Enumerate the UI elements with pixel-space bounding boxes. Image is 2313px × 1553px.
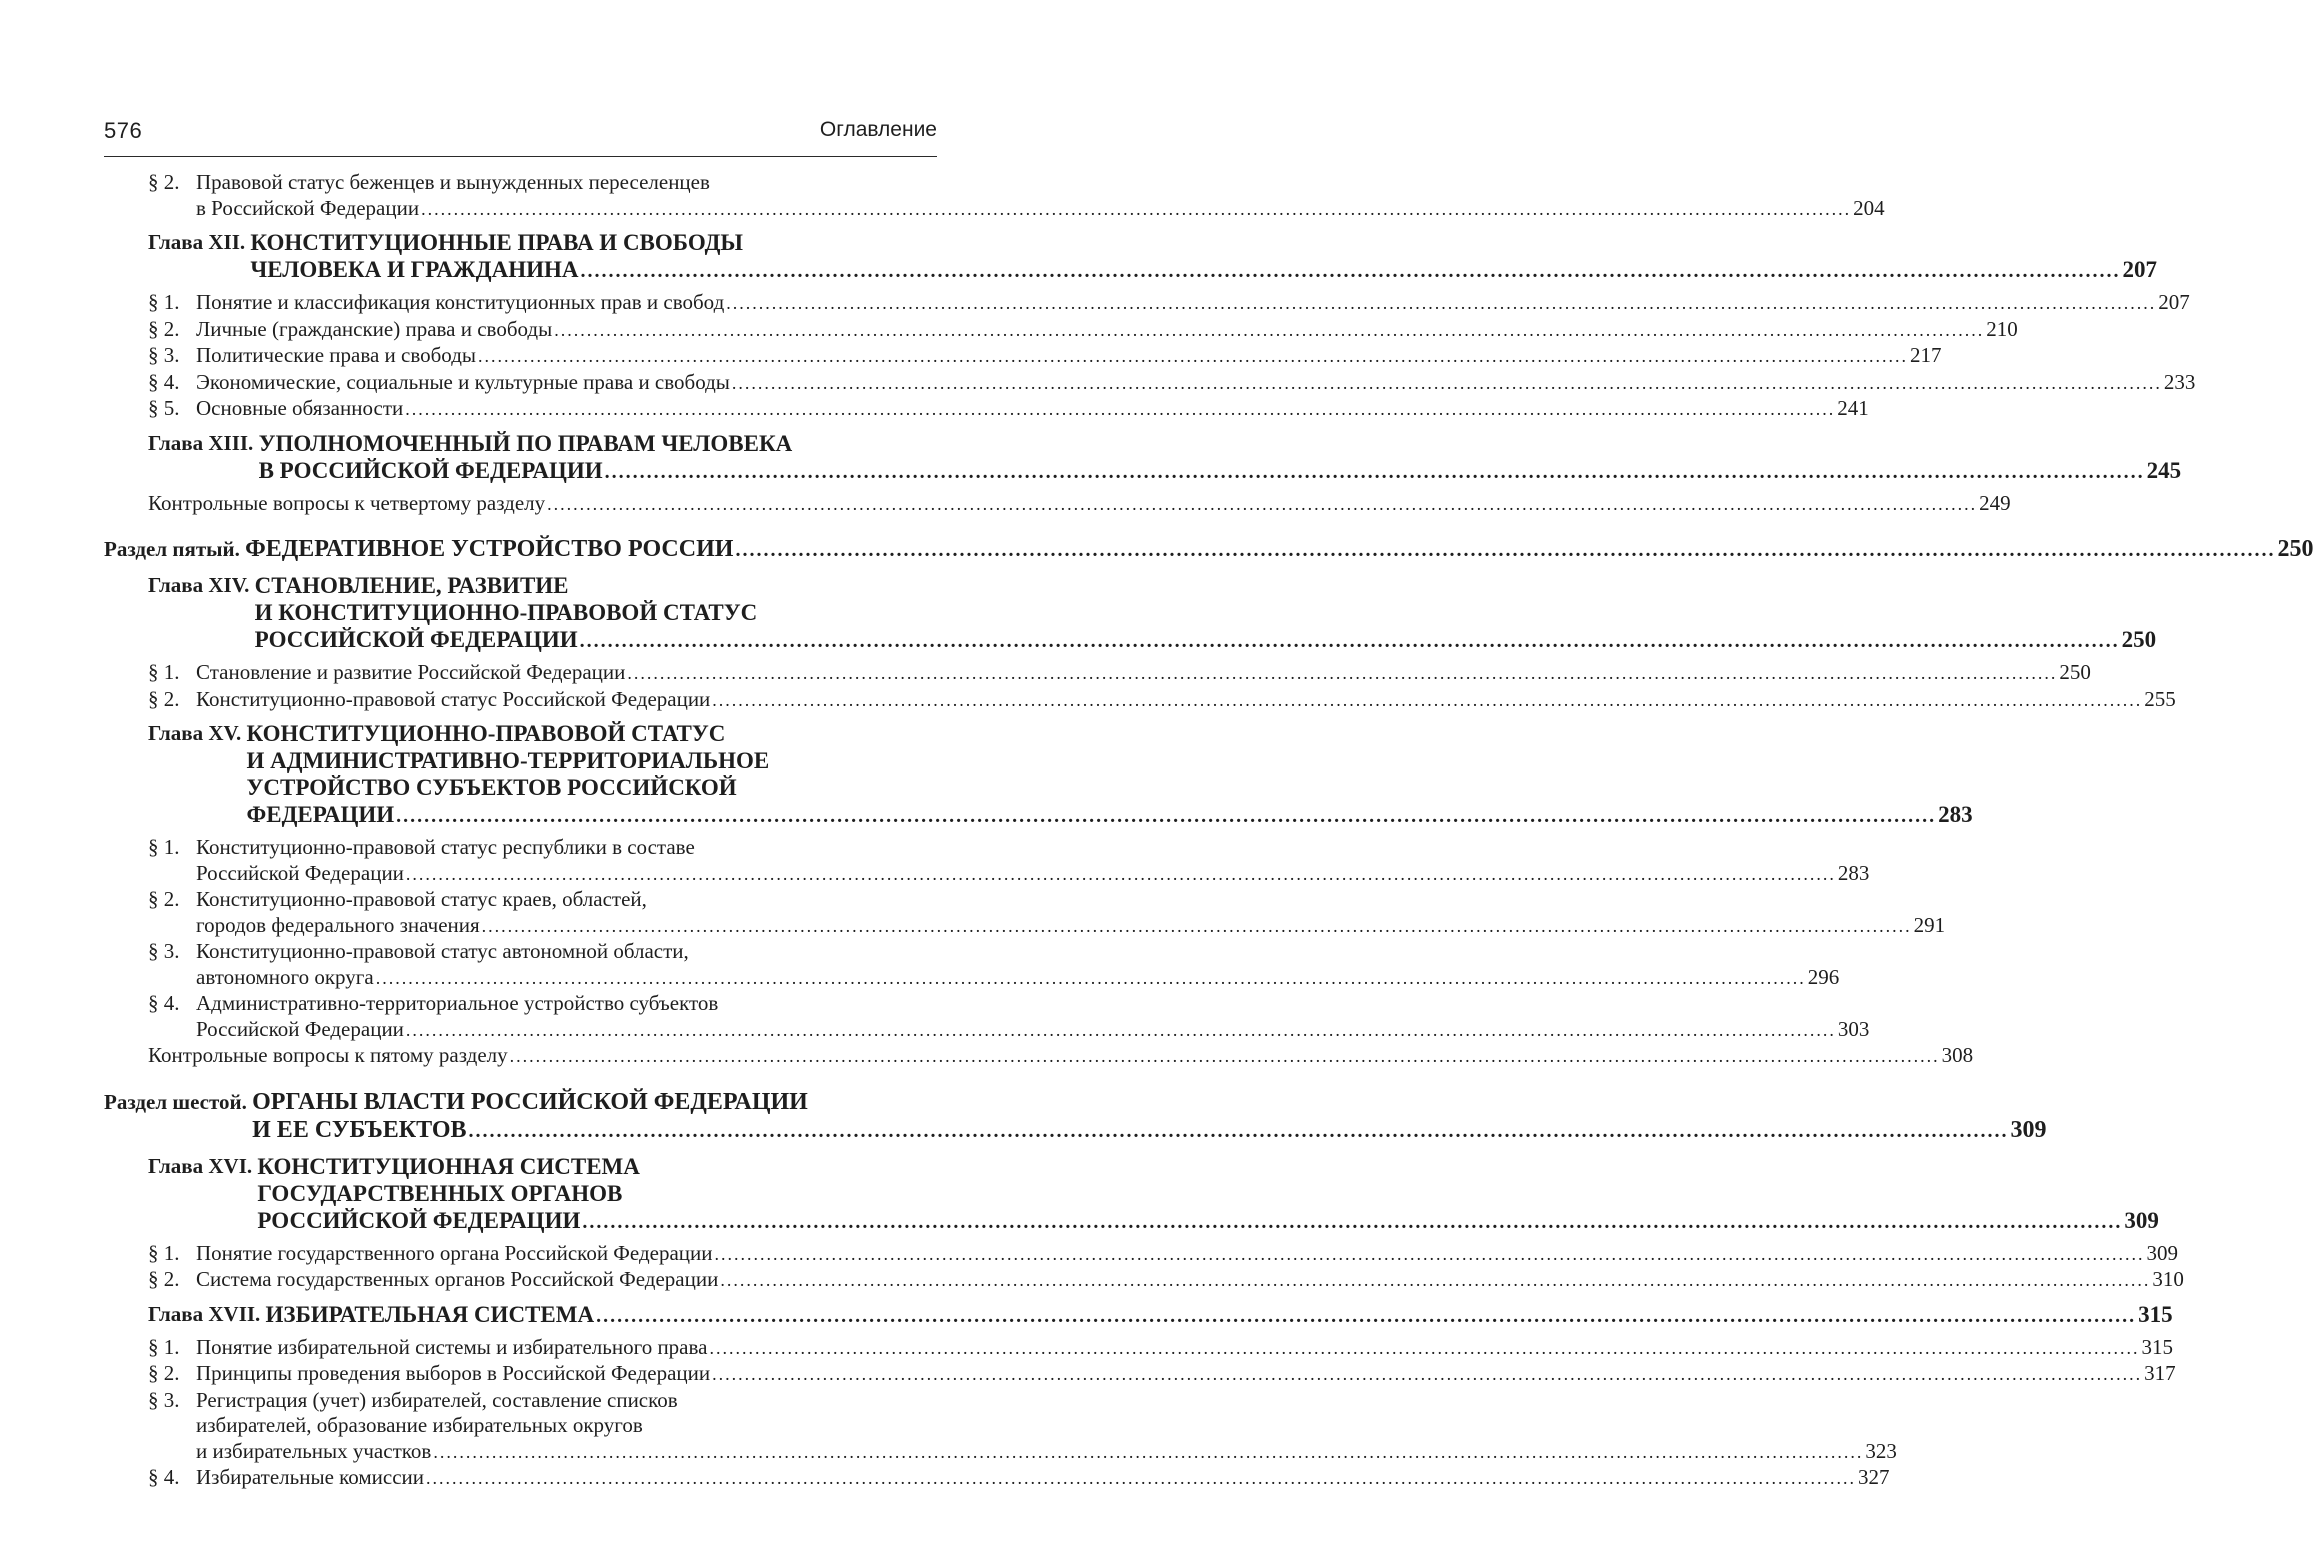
toc-page-number: 309 [2124,1207,2159,1233]
toc-entry-label: § 1. [148,835,180,859]
toc-entry-label: Глава XII. [148,230,251,254]
toc-page-number: 283 [1837,860,1870,885]
toc-chapter-entry [104,1153,2159,1236]
page-header [104,118,937,157]
toc-entry-label: § 3. [148,343,180,367]
toc-entry-label: § 2. [148,1267,180,1291]
toc-entry-title: Российской Федерации [196,860,404,885]
toc-entry-label: Глава XVI. [148,1153,258,1178]
dot-leader: ............................................................................................................................................................................................................................ [477,346,1908,366]
toc-entry-title: Политические права и свободы [196,343,476,367]
table-of-contents [104,170,2313,1492]
toc-page-number: 303 [1837,1016,1870,1041]
toc-page-number: 291 [1913,912,1946,937]
toc-page-number: 207 [2122,257,2157,282]
toc-entry-title: РОССИЙСКОЙ ФЕДЕРАЦИИ [257,1207,581,1233]
toc-entry-title: И ЕЕ СУБЪЕКТОВ [252,1116,467,1143]
toc-review-entry [104,490,2011,518]
toc-page-number: 255 [2144,686,2176,711]
toc-entry-title: Контрольные вопросы к пятому разделу [148,1043,508,1067]
toc-entry-title: Понятие государственного органа Российской Федерации [196,1240,713,1265]
toc-entry-label: § 2. [148,170,180,194]
toc-chapter-entry [104,572,2157,655]
toc-section-entry [104,686,2176,714]
toc-section-entry [104,343,1942,370]
dot-leader: ............................................................................................................................................................................................................................ [582,1210,2123,1233]
toc-page-number: 296 [1807,964,1840,989]
toc-entry-label: § 1. [148,660,180,684]
toc-page-number: 309 [2146,1240,2178,1265]
toc-section-entry [104,1387,1897,1466]
toc-review-entry [104,1043,1974,1070]
toc-entry-label: § 5. [148,396,180,420]
dot-leader: ............................................................................................................................................................................................................................ [396,805,1937,827]
toc-entry-title: В РОССИЙСКОЙ ФЕДЕРАЦИИ [258,457,603,483]
toc-page-number: 250 [2059,660,2091,684]
toc-entry-label: § 4. [148,1465,180,1489]
dot-leader: ............................................................................................................................................................................................................................ [509,1046,1940,1066]
toc-page-number: 315 [2141,1334,2173,1359]
dot-leader: ............................................................................................................................................................................................................................ [405,863,1836,884]
dot-leader: ............................................................................................................................................................................................................................ [580,260,2121,282]
toc-entry-title: Конституционно-правовой статус краев, областей, [196,887,647,911]
toc-page-number: 317 [2144,1361,2176,1385]
toc-entry-label: § 4. [148,991,180,1015]
toc-page-number: 250 [2121,627,2157,652]
toc-page-number: 204 [1853,195,1885,220]
toc-entry-title: Избирательные комиссии [196,1465,425,1489]
toc-entry-title: УПОЛНОМОЧЕННЫЙ ПО ПРАВАМ ЧЕЛОВЕКА [258,430,793,456]
toc-entry-label: Глава XVII. [148,1301,266,1326]
toc-entry-label: § 2. [148,686,180,711]
toc-entry-title: ЧЕЛОВЕКА И ГРАЖДАНИНА [250,257,579,282]
toc-chapter-entry [104,430,2182,486]
toc-entry-title: Становление и развитие Российской Федерации [196,660,626,684]
dot-leader: ............................................................................................................................................................................................................................ [481,915,1912,936]
toc-section-entry [104,369,2196,397]
dot-leader: ............................................................................................................................................................................................................................ [468,1119,2009,1142]
toc-entry-label: § 2. [148,1361,180,1385]
toc-entry-title: СТАНОВЛЕНИЕ, РАЗВИТИЕ [254,573,569,598]
toc-section-entry [104,316,2018,344]
toc-page-number: 309 [2010,1116,2047,1143]
dot-leader: ............................................................................................................................................................................................................................ [604,460,2145,483]
toc-entry-title: Принципы проведения выборов в Российской Федерации [196,1361,711,1385]
toc-entry-title: городов федерального значения [196,912,480,937]
dot-leader: ............................................................................................................................................................................................................................ [712,689,2143,710]
toc-entry-label: Раздел шестой. [104,1089,253,1114]
dot-leader: ............................................................................................................................................................................................................................ [714,1243,2145,1264]
toc-entry-title: Система государственных органов Российской Федерации [196,1267,719,1291]
toc-entry-title: избирателей, образование избирательных округов [196,1413,643,1437]
toc-entry-label: § 1. [148,1240,180,1265]
toc-section-entry [104,170,1885,222]
toc-chapter-entry [104,229,2157,285]
dot-leader: ............................................................................................................................................................................................................................ [735,539,2276,561]
toc-entry-title: ФЕДЕРАТИВНОЕ УСТРОЙСТВО РОССИИ [245,536,734,562]
dot-leader: ............................................................................................................................................................................................................................ [726,293,2157,313]
toc-entry-title: ГОСУДАРСТВЕННЫХ ОРГАНОВ [257,1180,623,1206]
dot-leader: ............................................................................................................................................................................................................................ [627,663,2058,683]
toc-page-number: 245 [2146,457,2182,483]
toc-page-number: 241 [1837,396,1869,420]
toc-section-entry [104,835,1870,887]
toc-entry-title: И КОНСТИТУЦИОННО-ПРАВОВОЙ СТАТУС [254,600,758,625]
toc-entry-title: Конституционно-правовой статус автономной области, [196,939,689,963]
toc-entry-title: РОССИЙСКОЙ ФЕДЕРАЦИИ [254,627,578,652]
dot-leader: ............................................................................................................................................................................................................................ [709,1337,2140,1358]
toc-entry-label: § 1. [148,1334,180,1359]
toc-entry-title: Административно-территориальное устройство субъектов [196,991,719,1015]
toc-section-entry [104,396,1869,423]
dot-leader: ............................................................................................................................................................................................................................ [426,1468,1857,1488]
toc-part-entry [104,1088,2047,1145]
toc-entry-title: в Российской Федерации [196,195,420,220]
toc-entry-label: § 2. [148,316,180,341]
toc-section-entry [104,290,2190,317]
dot-leader: ............................................................................................................................................................................................................................ [731,372,2162,393]
toc-entry-title: КОНСТИТУЦИОННО-ПРАВОВОЙ СТАТУС [246,721,726,746]
toc-entry-title: Контрольные вопросы к четвертому разделу [148,490,546,515]
toc-entry-title: Экономические, социальные и культурные права и свободы [196,369,730,394]
running-title: Оглавление [819,118,937,141]
toc-section-entry [104,660,2091,687]
toc-page-number: 250 [2277,536,2313,562]
toc-page-number: 249 [1979,490,2011,515]
dot-leader: ............................................................................................................................................................................................................................ [405,399,1836,419]
dot-leader: ............................................................................................................................................................................................................................ [547,493,1978,514]
toc-page-number: 323 [1865,1438,1897,1463]
toc-entry-title: автономного округа [196,964,374,989]
toc-entry-title: Личные (гражданские) права и свободы [196,316,553,341]
toc-entry-label: Глава XV. [148,721,247,745]
toc-entry-label: § 3. [148,939,180,963]
toc-page-number: 308 [1941,1043,1974,1067]
toc-entry-title: Российской Федерации [196,1016,404,1041]
dot-leader: ............................................................................................................................................................................................................................ [433,1441,1864,1462]
dot-leader: ............................................................................................................................................................................................................................ [579,630,2120,652]
toc-page-number: 210 [1986,316,2018,341]
toc-page-number: 217 [1909,343,1942,367]
toc-chapter-entry [104,1301,2173,1330]
toc-entry-title: Конституционно-правовой статус Российской Федерации [196,686,711,711]
toc-section-entry [104,1465,1890,1492]
toc-entry-title: ИЗБИРАТЕЛЬНАЯ СИСТЕМА [265,1301,595,1327]
toc-page-number: 327 [1858,1465,1890,1489]
toc-section-entry [104,1267,2184,1294]
toc-entry-title: КОНСТИТУЦИОННЫЕ ПРАВА И СВОБОДЫ [250,230,743,255]
toc-entry-label: § 2. [148,887,180,911]
toc-section-entry [104,991,1870,1043]
toc-entry-title: И АДМИНИСТРАТИВНО-ТЕРРИТОРИАЛЬНОЕ [246,748,770,773]
toc-section-entry [104,1334,2173,1362]
toc-entry-label: Глава XIII. [148,430,259,455]
dot-leader: ............................................................................................................................................................................................................................ [421,198,1852,219]
toc-entry-title: Понятие избирательной системы и избирательного права [196,1334,708,1359]
page-number: 576 [104,118,143,143]
toc-section-entry [104,939,1840,991]
toc-entry-title: Конституционно-правовой статус республики в составе [196,835,695,859]
toc-entry-title: и избирательных участков [196,1438,432,1463]
toc-page-number: 283 [1938,802,1973,827]
toc-entry-title: КОНСТИТУЦИОННАЯ СИСТЕМА [257,1153,640,1179]
toc-entry-title: ОРГАНЫ ВЛАСТИ РОССИЙСКОЙ ФЕДЕРАЦИИ [252,1088,808,1115]
toc-entry-title: Регистрация (учет) избирателей, составление списков [196,1387,678,1412]
toc-section-entry [104,1240,2178,1268]
toc-page-number: 207 [2158,290,2190,314]
toc-entry-label: Глава XIV. [148,573,255,597]
toc-entry-title: Правовой статус беженцев и вынужденных переселенцев [196,170,710,194]
toc-entry-title: Понятие и классификация конституционных прав и свобод [196,290,725,314]
dot-leader: ............................................................................................................................................................................................................................ [405,1019,1836,1040]
toc-entry-title: УСТРОЙСТВО СУБЪЕКТОВ РОССИЙСКОЙ [246,775,737,800]
dot-leader: ............................................................................................................................................................................................................................ [712,1364,2143,1384]
toc-section-entry [104,887,1946,939]
toc-page-number: 310 [2152,1267,2184,1291]
dot-leader: ............................................................................................................................................................................................................................ [596,1304,2137,1327]
toc-entry-label: § 4. [148,369,180,394]
toc-section-entry [104,1361,2176,1388]
toc-part-entry [104,535,2313,564]
toc-page-number: 315 [2138,1301,2173,1327]
toc-entry-label: § 3. [148,1387,180,1412]
dot-leader: ............................................................................................................................................................................................................................ [554,319,1985,340]
toc-entry-title: ФЕДЕРАЦИИ [246,802,395,827]
dot-leader: ............................................................................................................................................................................................................................ [375,967,1806,988]
toc-entry-label: § 1. [148,290,180,314]
toc-chapter-entry [104,720,1973,830]
toc-entry-label: Раздел пятый. [104,537,246,561]
toc-entry-title: Основные обязанности [196,396,404,420]
dot-leader: ............................................................................................................................................................................................................................ [720,1270,2151,1290]
toc-page-number: 233 [2163,369,2196,394]
